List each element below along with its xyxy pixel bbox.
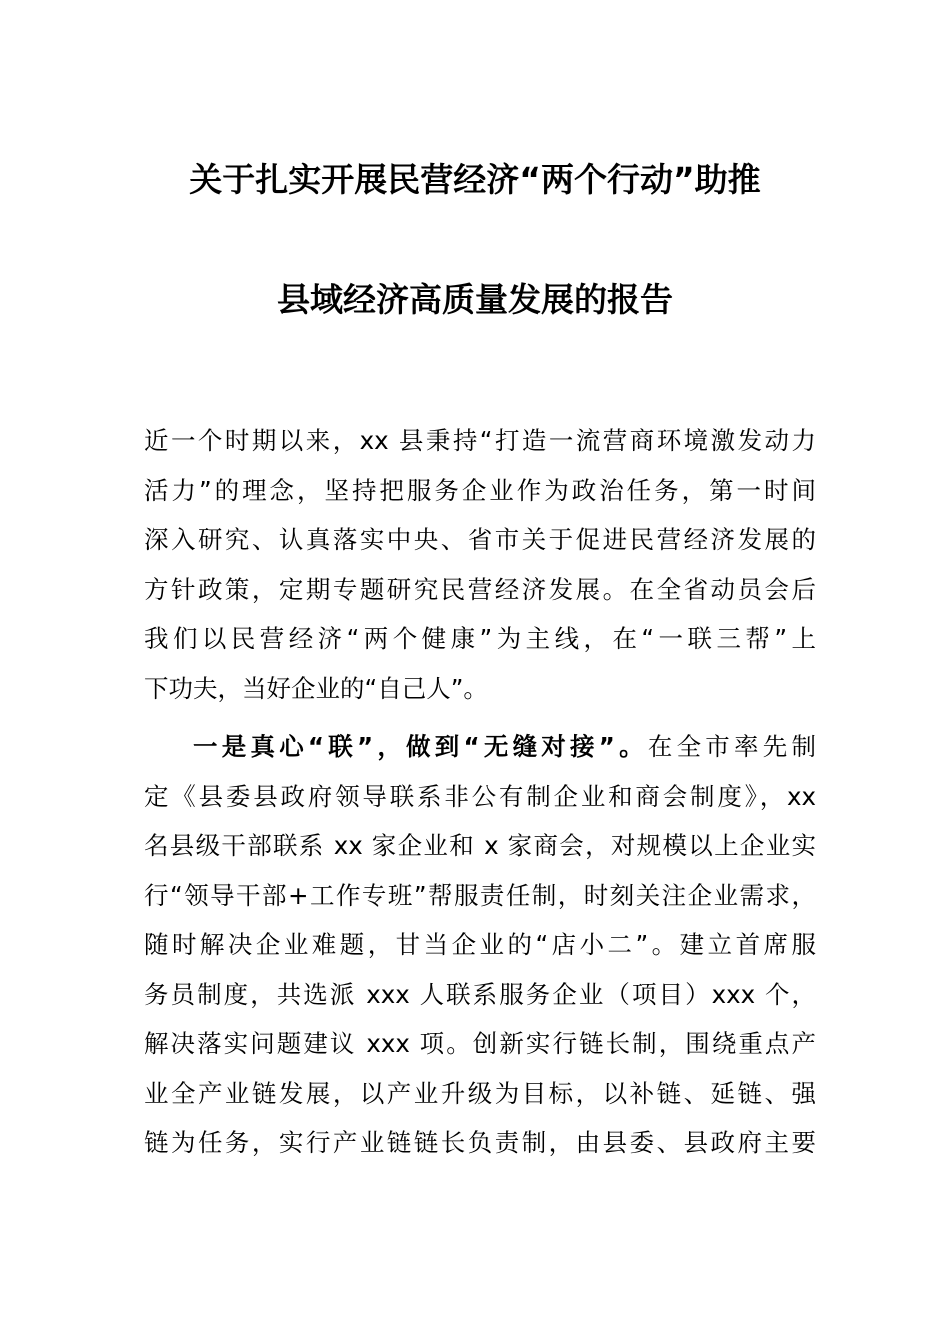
paragraph-line: 我们以民营经济“两个健康”为主线，在“一联三帮”上 — [144, 624, 816, 653]
paragraph-line: 定《县委县政府领导联系非公有制企业和商会制度》，xx — [144, 781, 816, 811]
paragraph-line: 深入研究、认真落实中央、省市关于促进民营经济发展的 — [144, 525, 816, 554]
paragraph-line: 务员制度，共选派 xxx 人联系服务企业（项目）xxx 个， — [144, 979, 816, 1009]
paragraph-line: 链为任务，实行产业链链长负责制，由县委、县政府主要 — [144, 1128, 816, 1157]
paragraph-line: 方针政策，定期专题研究民营经济发展。在全省动员会后 — [144, 574, 816, 604]
paragraph-line: 解决落实问题建议 xxx 项。创新实行链长制，围绕重点产 — [144, 1029, 816, 1058]
paragraph-line: 近一个时期以来，xx 县秉持“打造一流营商环境激发动力 — [144, 426, 816, 455]
paragraph-point-one — [144, 722, 816, 1168]
document-title-line-1: 关于扎实开展民营经济“两个行动”助推 — [189, 160, 761, 199]
paragraph-line: 业全产业链发展，以产业升级为目标，以补链、延链、强 — [144, 1078, 816, 1108]
point-heading: 一是真心“联”，做到“无缝对接”。 — [193, 732, 648, 761]
paragraph-line: 随时解决企业难题，甘当企业的“店小二”。建立首席服 — [144, 930, 816, 959]
paragraph-line: 名县级干部联系 xx 家企业和 x 家商会，对规模以上企业实 — [144, 831, 816, 860]
point-heading-continuation: 在全市率先制 — [647, 732, 816, 761]
paragraph-first-line — [144, 722, 816, 772]
paragraph-line: 活力”的理念，坚持把服务企业作为政治任务，第一时间 — [144, 475, 816, 505]
paragraph-line: 下功夫，当好企业的“自己人”。 — [144, 673, 488, 703]
paragraph-line: 行“领导干部+工作专班”帮服责任制，时刻关注企业需求， — [144, 880, 816, 910]
document-title-line-2: 县域经济高质量发展的报告 — [277, 280, 673, 319]
paragraph-intro — [144, 416, 816, 713]
